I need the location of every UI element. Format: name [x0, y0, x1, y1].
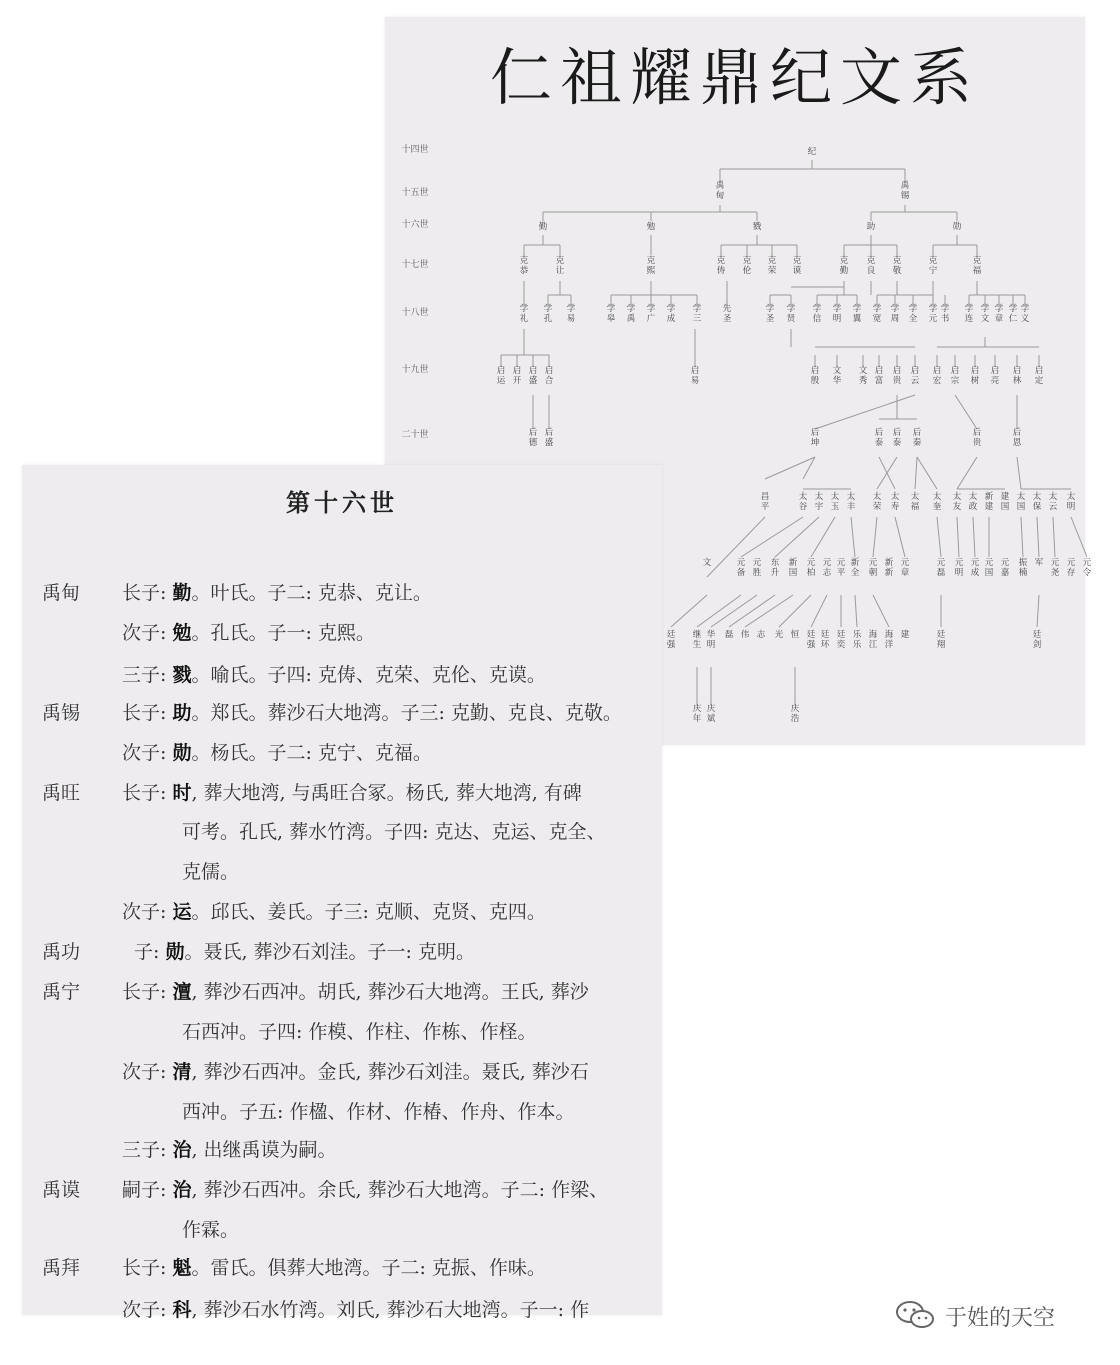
entry-text: 。孔氏。子一: 克熙。: [191, 622, 375, 644]
tree-node: 后泰: [892, 428, 902, 448]
ancestor-name: 禹拜: [42, 1257, 81, 1279]
tree-node: 庆年: [692, 704, 702, 724]
tree-node: 海洋: [884, 630, 894, 650]
tree-node: 继生: [692, 630, 702, 650]
tree-connector: [855, 595, 857, 627]
tree-connector: [775, 517, 819, 557]
tree-connector: [811, 595, 827, 627]
tree-node: 太福: [910, 492, 920, 512]
entry-text: 。雷氏。俱葬大地湾。子二: 克振、作味。: [191, 1257, 546, 1279]
tree-node: 学文: [980, 304, 990, 324]
tree-node: 元存: [1066, 558, 1076, 578]
tree-node: 启林: [1012, 366, 1022, 386]
tree-node: 新国: [788, 558, 798, 578]
tree-node: 克熙: [646, 256, 656, 276]
tree-node: 学圣: [765, 304, 775, 324]
son-label: 次子:: [122, 742, 173, 764]
son-entry: [122, 618, 375, 645]
entry-continuation: [182, 1097, 574, 1124]
son-name: 澶: [172, 981, 192, 1003]
entry-text: , 葬沙石水竹湾。刘氏, 葬沙石大地湾。子一: 作: [191, 1299, 590, 1321]
tree-node: 光: [774, 630, 784, 640]
son-label: 次子:: [122, 1061, 173, 1083]
entry-text: , 葬沙石西冲。金氏, 葬沙石刘洼。聂氏, 葬沙石: [191, 1061, 589, 1083]
genealogy-text-card: [22, 465, 662, 1321]
tree-node: 禹甸: [715, 181, 725, 201]
entry-continuation: [182, 1215, 239, 1242]
tree-node: 后泰: [874, 428, 884, 448]
tree-node: 后恩: [1012, 428, 1022, 448]
tree-node: 克谟: [792, 256, 802, 276]
tree-title: 仁祖耀鼎纪文系: [489, 41, 980, 114]
ancestor-name: 禹锡: [42, 702, 81, 724]
tree-node: 学仁: [1008, 304, 1018, 324]
tree-node: 克宁: [928, 256, 938, 276]
tree-node: 后贵: [972, 428, 982, 448]
son-label: 长子:: [122, 782, 173, 804]
generation-label: 十八世: [401, 308, 429, 318]
entry-text: 可考。孔氏, 葬水竹湾。子四: 克达、克运、克全、: [182, 821, 606, 843]
tree-node: 学章: [994, 304, 1004, 324]
tree-node: 启富: [874, 366, 884, 386]
tree-node: 元嘉: [1000, 558, 1010, 578]
tree-node: 昌平: [760, 492, 770, 512]
son-label: 长子:: [122, 702, 173, 724]
tree-node: 文: [702, 558, 712, 568]
son-label: 子:: [134, 941, 166, 963]
tree-node: 新新: [884, 558, 894, 578]
entry-continuation: [182, 1017, 536, 1044]
tree-connector: [1017, 457, 1021, 489]
son-name: 勋: [172, 742, 192, 764]
tree-node: 学易: [566, 304, 576, 324]
entry-continuation: [182, 817, 606, 844]
tree-node: 建国: [1000, 492, 1010, 512]
tree-node: 学周: [890, 304, 900, 324]
tree-node: 禹锡: [900, 181, 910, 201]
son-name: 助: [172, 702, 192, 724]
tree-node: 元志: [822, 558, 832, 578]
wechat-icon: [895, 1300, 935, 1330]
son-name: 治: [172, 1139, 192, 1161]
tree-connector: [937, 517, 941, 557]
tree-node: 克俦: [716, 256, 726, 276]
entry-text: 。邱氏、姜氏。子三: 克顺、克贤、克四。: [191, 901, 546, 923]
tree-node: 元章: [900, 558, 910, 578]
tree-node: 太奎: [932, 492, 942, 512]
generation-label: 十七世: [401, 260, 429, 270]
tree-node: 克敬: [892, 256, 902, 276]
son-entry: [122, 778, 582, 805]
tree-node: 文秀: [858, 366, 868, 386]
tree-node: 克荣: [767, 256, 777, 276]
tree-node: 太国: [1016, 492, 1026, 512]
tree-node: 启云: [910, 366, 920, 386]
tree-connector: [803, 457, 815, 479]
tree-connector: [957, 517, 959, 557]
tree-connector: [811, 517, 835, 557]
tree-connector: [895, 517, 905, 557]
tree-node: 振楠: [1018, 558, 1028, 578]
son-name: 治: [172, 1179, 192, 1201]
tree-node: 克福: [972, 256, 982, 276]
entry-text: 。喻氏。子四: 克俦、克荣、克伦、克谟。: [191, 664, 546, 686]
tree-connector: [1037, 595, 1039, 627]
son-entry: [122, 1135, 337, 1162]
tree-node: 勋: [952, 222, 962, 232]
tree-node: 勤: [538, 222, 548, 232]
ancestor-name: 禹旺: [42, 782, 81, 804]
tree-node: 文华: [832, 366, 842, 386]
tree-node: 太宇: [814, 492, 824, 512]
tree-node: 学贤: [786, 304, 796, 324]
tree-node: 太玉: [830, 492, 840, 512]
tree-connector: [879, 457, 895, 489]
tree-node: 启运: [496, 366, 506, 386]
tree-node: 学义: [1020, 304, 1030, 324]
son-name: 勉: [172, 622, 192, 644]
generation-label: 十六世: [401, 220, 429, 230]
son-entry: [122, 660, 546, 687]
tree-node: 助: [866, 222, 876, 232]
son-entry: [134, 937, 475, 964]
tree-connector: [1053, 517, 1055, 557]
tree-node: 新建: [984, 492, 994, 512]
tree-node: 海江: [868, 630, 878, 650]
entry-text: 。聂氏, 葬沙石刘洼。子一: 克明。: [184, 941, 475, 963]
tree-node: 元明: [954, 558, 964, 578]
entry-text: , 葬沙石西冲。胡氏, 葬沙石大地湾。王氏, 葬沙: [191, 981, 589, 1003]
son-label: 长子:: [122, 981, 173, 1003]
son-label: 长子:: [122, 582, 173, 604]
tree-node: 廷翔: [936, 630, 946, 650]
tree-node: 勉: [646, 222, 656, 232]
tree-node: 太友: [952, 492, 962, 512]
son-label: 三子:: [122, 664, 173, 686]
entry-continuation: [182, 857, 239, 884]
tree-node: 学元: [928, 304, 938, 324]
tree-node: 克良: [866, 256, 876, 276]
tree-node: 启宏: [932, 366, 942, 386]
son-label: 三子:: [122, 1139, 173, 1161]
tree-node: 太丰: [846, 492, 856, 512]
tree-node: 启合: [544, 366, 554, 386]
tree-node: 元备: [736, 558, 746, 578]
entry-text: , 葬沙石西冲。余氏, 葬沙石大地湾。子二: 作梁、: [191, 1179, 609, 1201]
tree-node: 太政: [968, 492, 978, 512]
tree-node: 庆斌: [706, 704, 716, 724]
tree-node: 太保: [1032, 492, 1042, 512]
entry-text: 石西冲。子四: 作模、作柱、作栋、作柽。: [182, 1021, 537, 1043]
tree-node: 华明: [706, 630, 716, 650]
tree-node: 学礼: [519, 304, 529, 324]
tree-node: 元胜: [752, 558, 762, 578]
tree-node: 戮: [752, 222, 762, 232]
son-label: 次子:: [122, 901, 173, 923]
tree-node: 学书: [940, 304, 950, 324]
tree-node: 伟: [740, 630, 750, 640]
tree-node: 志: [756, 630, 766, 640]
tree-node: 后盛: [544, 428, 554, 448]
son-name: 时: [172, 782, 192, 804]
tree-node: 元成: [970, 558, 980, 578]
tree-node: 启宗: [950, 366, 960, 386]
tree-node: 学孔: [543, 304, 553, 324]
tree-connector: [1071, 517, 1087, 557]
tree-connector: [765, 457, 815, 479]
ancestor-name: 禹谟: [42, 1179, 81, 1201]
tree-node: 太明: [1066, 492, 1076, 512]
tree-node: 学信: [812, 304, 822, 324]
tree-node: 学宽: [872, 304, 882, 324]
tree-node: 学翼: [852, 304, 862, 324]
tree-node: 克勤: [839, 256, 849, 276]
tree-node: 启盛: [528, 366, 538, 386]
watermark-text: 于姓的天空: [945, 1306, 1056, 1331]
tree-node: 启易: [690, 366, 700, 386]
son-entry: [122, 1253, 546, 1280]
generation-label: 二十世: [401, 430, 429, 440]
tree-node: 元磊: [936, 558, 946, 578]
generation-label: 十五世: [401, 188, 429, 198]
tree-node: 乐乐: [852, 630, 862, 650]
tree-node: 学连: [964, 304, 974, 324]
tree-connector: [741, 517, 803, 557]
son-entry: [122, 738, 432, 765]
tree-connector: [955, 395, 977, 429]
tree-node: 廷强: [806, 630, 816, 650]
tree-node: 军: [1034, 558, 1044, 568]
tree-node: 建: [900, 630, 910, 640]
tree-node: 克伦: [742, 256, 752, 276]
tree-node: 廷剑: [1032, 630, 1042, 650]
section-heading: 第十六世: [286, 488, 398, 517]
tree-node: 廷奕: [836, 630, 846, 650]
son-label: 次子:: [122, 622, 173, 644]
tree-node: 先圣: [722, 304, 732, 324]
tree-node: 元国: [984, 558, 994, 578]
tree-node: 启贵: [892, 366, 902, 386]
entry-text: 作霖。: [182, 1219, 240, 1241]
watermark: [895, 1297, 1095, 1333]
tree-connector: [915, 457, 917, 489]
entry-text: 。叶氏。子二: 克恭、克让。: [191, 582, 432, 604]
tree-node: 启亮: [990, 366, 1000, 386]
tree-connector: [973, 517, 975, 557]
son-name: 勤: [172, 582, 192, 604]
son-entry: [122, 1295, 589, 1322]
tree-node: 后德: [528, 428, 538, 448]
tree-node: 启开: [512, 366, 522, 386]
son-label: 长子:: [122, 1257, 173, 1279]
generation-label: 十四世: [401, 145, 429, 155]
tree-node: 后坤: [810, 428, 820, 448]
tree-connector: [957, 457, 977, 489]
tree-node: 学皋: [606, 304, 616, 324]
tree-connector: [671, 595, 707, 627]
tree-connector: [917, 457, 937, 489]
tree-node: 纪: [807, 147, 817, 157]
tree-node: 学禹: [626, 304, 636, 324]
ancestor-name: 禹宁: [42, 981, 81, 1003]
son-entry: [122, 1175, 608, 1202]
tree-node: 元平: [836, 558, 846, 578]
tree-node: 学成: [666, 304, 676, 324]
tree-node: 东升: [770, 558, 780, 578]
tree-node: 磊: [724, 630, 734, 640]
tree-node: 新全: [850, 558, 860, 578]
son-label: 嗣子:: [122, 1179, 173, 1201]
tree-connector: [815, 395, 915, 429]
tree-node: 启树: [970, 366, 980, 386]
son-entry: [122, 897, 546, 924]
son-name: 魁: [172, 1257, 192, 1279]
tree-node: 学广: [646, 304, 656, 324]
tree-node: 后秦: [912, 428, 922, 448]
tree-node: 克恭: [519, 256, 529, 276]
generation-label: 十九世: [401, 365, 429, 375]
tree-node: 克让: [555, 256, 565, 276]
tree-node: 元朝: [868, 558, 878, 578]
tree-connector: [1021, 517, 1023, 557]
tree-node: 元尧: [1050, 558, 1060, 578]
entry-text: 克儒。: [182, 861, 240, 883]
tree-connector: [873, 595, 889, 627]
tree-node: 太云: [1048, 492, 1058, 512]
son-name: 勋: [165, 941, 185, 963]
son-name: 运: [172, 901, 192, 923]
tree-connector: [851, 517, 855, 557]
tree-node: 太寿: [890, 492, 900, 512]
ancestor-name: 禹甸: [42, 582, 81, 604]
entry-text: 。杨氏。子二: 克宁、克福。: [191, 742, 432, 764]
entry-text: 。郑氏。葬沙石大地湾。子三: 克勤、克良、克敬。: [191, 702, 622, 724]
entry-text: , 葬大地湾, 与禹旺合冢。杨氏, 葬大地湾, 有碑: [191, 782, 582, 804]
tree-node: 学全: [908, 304, 918, 324]
tree-node: 元令: [1082, 558, 1092, 578]
tree-node: 太荣: [872, 492, 882, 512]
tree-connector: [779, 595, 811, 627]
son-entry: [122, 977, 589, 1004]
tree-connector: [1037, 517, 1039, 557]
son-entry: [122, 698, 622, 725]
tree-node: 启定: [1034, 366, 1044, 386]
son-name: 清: [172, 1061, 192, 1083]
son-name: 科: [172, 1299, 192, 1321]
tree-node: 学明: [832, 304, 842, 324]
tree-node: 恒: [790, 630, 800, 640]
son-entry: [122, 578, 432, 605]
tree-node: 廷环: [820, 630, 830, 650]
tree-node: 启殷: [810, 366, 820, 386]
tree-node: 元柏: [806, 558, 816, 578]
son-name: 戮: [172, 664, 192, 686]
son-label: 次子:: [122, 1299, 173, 1321]
entry-text: 西冲。子五: 作楹、作材、作椿、作舟、作本。: [182, 1101, 575, 1123]
entry-text: , 出继禹谟为嗣。: [191, 1139, 337, 1161]
tree-node: 太谷: [798, 492, 808, 512]
tree-node: 庆浩: [790, 704, 800, 724]
tree-node: 廷强: [666, 630, 676, 650]
tree-connector: [873, 517, 877, 557]
ancestor-name: 禹功: [42, 941, 81, 963]
tree-node: 学三: [692, 304, 702, 324]
son-entry: [122, 1057, 589, 1084]
